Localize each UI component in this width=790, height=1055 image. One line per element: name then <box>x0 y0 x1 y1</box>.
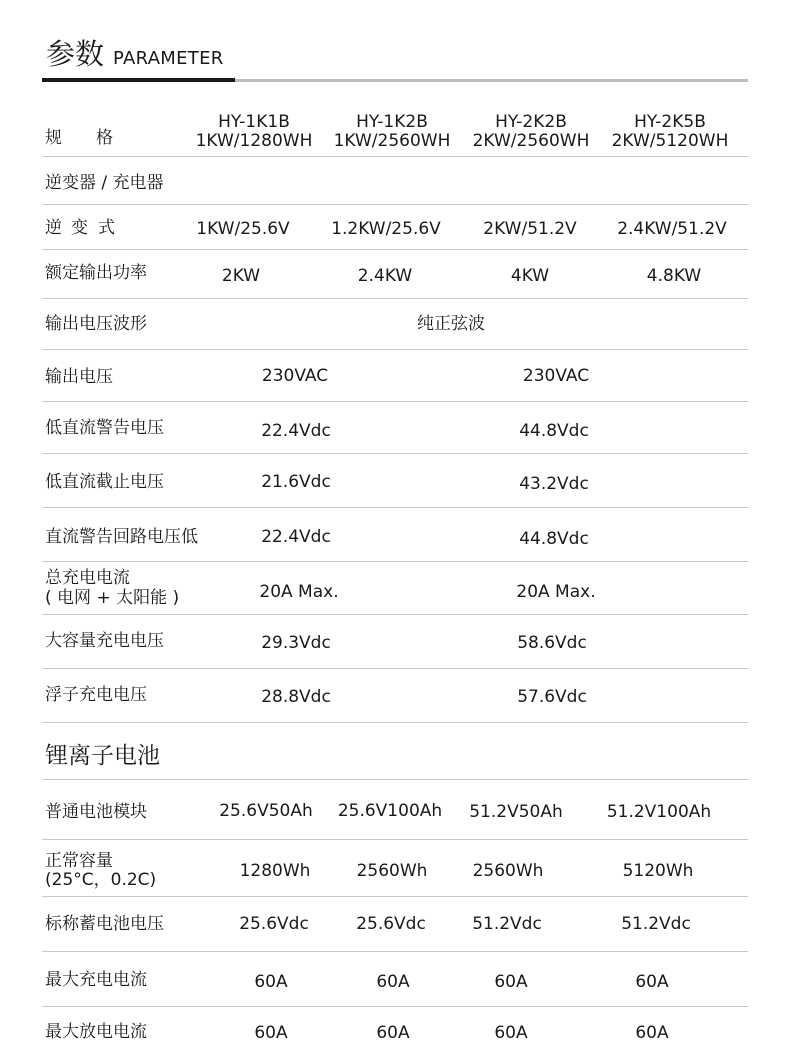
row-divider <box>42 839 748 840</box>
row-label-type-char-3: 式 <box>98 218 115 238</box>
row-divider <box>42 1006 748 1007</box>
model-header <box>196 113 313 151</box>
row-label-total-charge-current-note: ( 电网 + 太阳能 ) <box>45 588 180 608</box>
row-label-total-charge-current: 总充电电流 <box>45 568 130 588</box>
cell-value: 2560Wh <box>356 861 428 881</box>
cell-value: 2560Wh <box>472 861 544 881</box>
row-label-nominal-voltage: 标称蓄电池电压 <box>45 914 164 934</box>
model-header <box>473 113 590 151</box>
row-divider <box>42 156 748 157</box>
cell-value: 51.2Vdc <box>621 914 691 934</box>
cell-value: 纯正弦波 <box>417 314 485 334</box>
cell-value: 44.8Vdc <box>519 421 589 441</box>
cell-value: 51.2V50Ah <box>469 802 563 822</box>
cell-value: 1.2KW/25.6V <box>331 219 441 239</box>
row-label-type-char-2: 变 <box>71 218 88 238</box>
cell-value: 21.6Vdc <box>261 472 331 492</box>
model-rating: 2KW/2560WH <box>472 131 590 151</box>
cell-value: 51.2V100Ah <box>606 802 712 822</box>
row-label-max-charge-current: 最大充电电流 <box>45 970 147 990</box>
header-accent-bar <box>42 78 235 82</box>
row-label-dc-warning-loop-low: 直流警告回路电压低 <box>45 527 198 547</box>
row-label-capacity: 正常容量 <box>45 851 113 871</box>
cell-value: 230VAC <box>522 366 590 386</box>
row-label-spec-char-2: 格 <box>96 128 113 148</box>
cell-value: 28.8Vdc <box>261 687 331 707</box>
cell-value: 60A <box>376 1023 410 1043</box>
cell-value: 2.4KW <box>357 266 413 286</box>
model-rating: 2KW/5120WH <box>611 131 729 151</box>
cell-value: 60A <box>254 972 288 992</box>
cell-value: 60A <box>254 1023 288 1043</box>
cell-value: 2KW/51.2V <box>483 219 577 239</box>
cell-value: 4KW <box>510 266 550 286</box>
row-label-output-voltage: 输出电压 <box>45 367 113 387</box>
row-divider <box>42 779 748 780</box>
cell-value: 20A Max. <box>516 582 596 602</box>
cell-value: 25.6Vdc <box>239 914 309 934</box>
model-rating: 1KW/2560WH <box>333 131 451 151</box>
cell-value: 2KW <box>221 266 261 286</box>
cell-value: 1KW/25.6V <box>196 219 290 239</box>
cell-value: 22.4Vdc <box>261 527 331 547</box>
cell-value: 22.4Vdc <box>261 421 331 441</box>
cell-value: 57.6Vdc <box>517 687 587 707</box>
cell-value: 4.8KW <box>646 266 702 286</box>
cell-value: 25.6V100Ah <box>337 801 443 821</box>
row-label-low-dc-warning: 低直流警告电压 <box>45 418 164 438</box>
page-title: 参数 <box>46 37 105 71</box>
cell-value: 44.8Vdc <box>519 529 589 549</box>
cell-value: 230VAC <box>261 366 329 386</box>
cell-value: 25.6V50Ah <box>219 801 313 821</box>
cell-value: 60A <box>494 972 528 992</box>
row-label-float-charge-voltage: 浮子充电电压 <box>45 685 147 705</box>
cell-value: 2.4KW/51.2V <box>617 219 727 239</box>
cell-value: 43.2Vdc <box>519 474 589 494</box>
row-label-rated-power: 额定输出功率 <box>45 263 147 283</box>
cell-value: 1280Wh <box>239 861 311 881</box>
row-divider <box>42 561 748 562</box>
row-divider <box>42 507 748 508</box>
cell-value: 29.3Vdc <box>261 633 331 653</box>
model-header <box>334 113 451 151</box>
row-label-spec-char-1: 规 <box>45 128 62 148</box>
row-divider <box>42 614 748 615</box>
row-divider <box>42 668 748 669</box>
row-divider <box>42 249 748 250</box>
row-label-capacity-condition: (25°C，0.2C) <box>45 870 157 890</box>
row-divider <box>42 722 748 723</box>
row-label-waveform: 输出电压波形 <box>45 314 147 334</box>
section-title-battery: 锂离子电池 <box>45 743 160 769</box>
page-subtitle: PARAMETER <box>113 48 224 69</box>
cell-value: 60A <box>635 1023 669 1043</box>
cell-value: 25.6Vdc <box>356 914 426 934</box>
model-name: HY-1K1B <box>218 112 290 132</box>
row-label-bulk-charge-voltage: 大容量充电电压 <box>45 631 164 651</box>
model-rating: 1KW/1280WH <box>195 131 313 151</box>
row-divider <box>42 401 748 402</box>
cell-value: 60A <box>494 1023 528 1043</box>
cell-value: 60A <box>376 972 410 992</box>
row-label-low-dc-cutoff: 低直流截止电压 <box>45 472 164 492</box>
model-name: HY-1K2B <box>356 112 428 132</box>
row-divider <box>42 453 748 454</box>
row-label-max-discharge-current: 最大放电电流 <box>45 1022 147 1042</box>
row-divider <box>42 204 748 205</box>
cell-value: 60A <box>635 972 669 992</box>
row-label-battery-module: 普通电池模块 <box>45 802 147 822</box>
cell-value: 5120Wh <box>622 861 694 881</box>
section-label-inverter: 逆变器 / 充电器 <box>45 173 164 193</box>
row-label-type-char-1: 逆 <box>45 218 62 238</box>
row-divider <box>42 298 748 299</box>
model-name: HY-2K2B <box>495 112 567 132</box>
row-divider <box>42 896 748 897</box>
model-name: HY-2K5B <box>634 112 706 132</box>
cell-value: 58.6Vdc <box>517 633 587 653</box>
row-divider <box>42 951 748 952</box>
cell-value: 20A Max. <box>259 582 339 602</box>
row-divider <box>42 349 748 350</box>
model-header <box>612 113 729 151</box>
cell-value: 51.2Vdc <box>472 914 542 934</box>
